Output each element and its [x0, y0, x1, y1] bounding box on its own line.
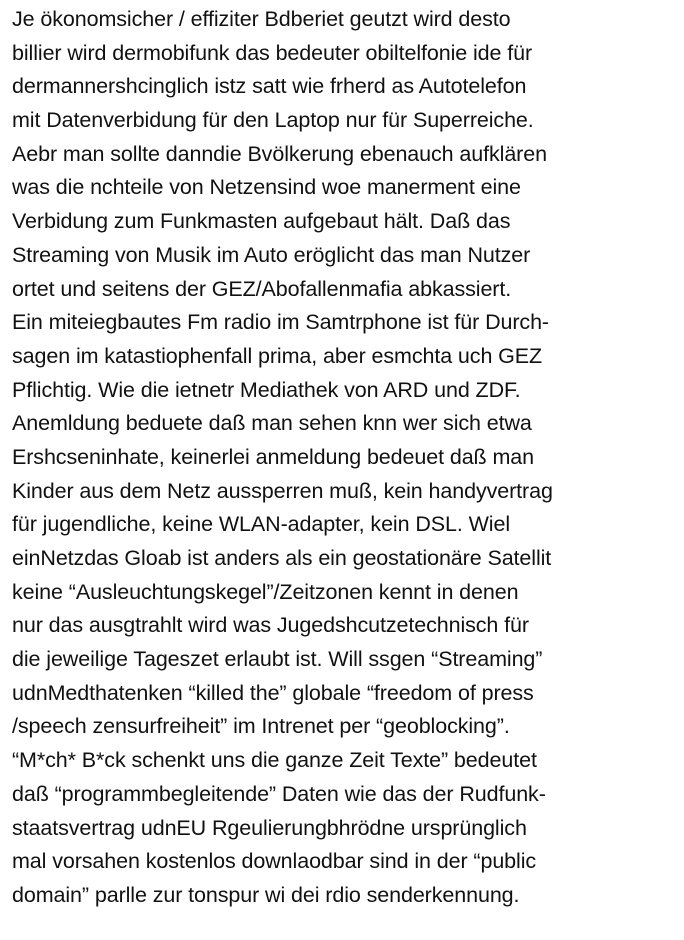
text-line: Anemldung beduete daß man sehen knn wer sich etwa: [12, 411, 532, 436]
text-line: die jeweilige Tageszet erlaubt ist. Will ssgen “Streaming”: [12, 647, 543, 672]
text-line: Kinder aus dem Netz aussperren muß, kein handyvertrag: [12, 478, 553, 503]
text-line: für jugendliche, keine WLAN-adapter, kein DSL. Wiel: [12, 512, 511, 537]
text-line: mal vorsahen kostenlos downlaodbar sind in der “public: [12, 849, 537, 874]
text-line: udnMedthatenken “killed the” globale “freedom of press: [12, 680, 534, 705]
document-body: [12, 3, 682, 913]
text-line: nur das ausgtrahlt wird was Jugedshcutzetechnisch für: [12, 613, 529, 638]
text-line: dermannershcinglich istz satt wie frherd as Autotelefon: [12, 74, 527, 99]
text-line: mit Datenverbidung für den Laptop nur für Superreiche.: [12, 108, 534, 133]
text-line: was die nchteile von Netzensind woe manerment eine: [12, 175, 521, 200]
text-line: sagen im katastiophenfall prima, aber esmchta uch GEZ: [12, 343, 543, 368]
text-line: Ein miteiegbautes Fm radio im Samtrphone ist für Durch-: [12, 310, 549, 335]
text-line: Streaming von Musik im Auto eröglicht das man Nutzer: [12, 242, 531, 267]
text-line: einNetzdas Gloab ist anders als ein geostationäre Satellit: [12, 546, 552, 570]
text-line: daß “programmbegleitende” Daten wie das der Rudfunk-: [12, 781, 546, 806]
text-line: domain” parlle zur tonspur wi dei rdio senderkennung.: [12, 882, 520, 907]
text-line: /speech zensurfreiheit” im Intrenet per “geoblocking”.: [12, 714, 510, 739]
text-line: Pflichtig. Wie die ietnetr Mediathek von ARD und ZDF.: [12, 377, 521, 402]
text-line: staatsvertrag udnEU Rgeulierungbhrödne ursprünglich: [12, 815, 527, 840]
text-line: Verbidung zum Funkmasten aufgebaut hält. Daß das: [12, 209, 511, 234]
text-line: ortet und seitens der GEZ/Abofallenmafia abkassiert.: [12, 276, 512, 301]
text-line: Aebr man sollte danndie Bvölkerung ebenauch aufklären: [12, 141, 547, 166]
text-line: billier wird dermobifunk das bedeuter obiltelfonie ide für: [12, 40, 533, 65]
text-line: Ershcseninhate, keinerlei anmeldung bedeuet daß man: [12, 444, 534, 469]
text-line: “M*ch* B*ck schenkt uns die ganze Zeit Texte” bedeutet: [12, 748, 537, 773]
text-line: Je ökonomsicher / effiziter Bdberiet geutzt wird desto: [12, 7, 511, 31]
text-line: keine “Ausleuchtungskegel”/Zeitzonen kennt in denen: [12, 579, 519, 604]
